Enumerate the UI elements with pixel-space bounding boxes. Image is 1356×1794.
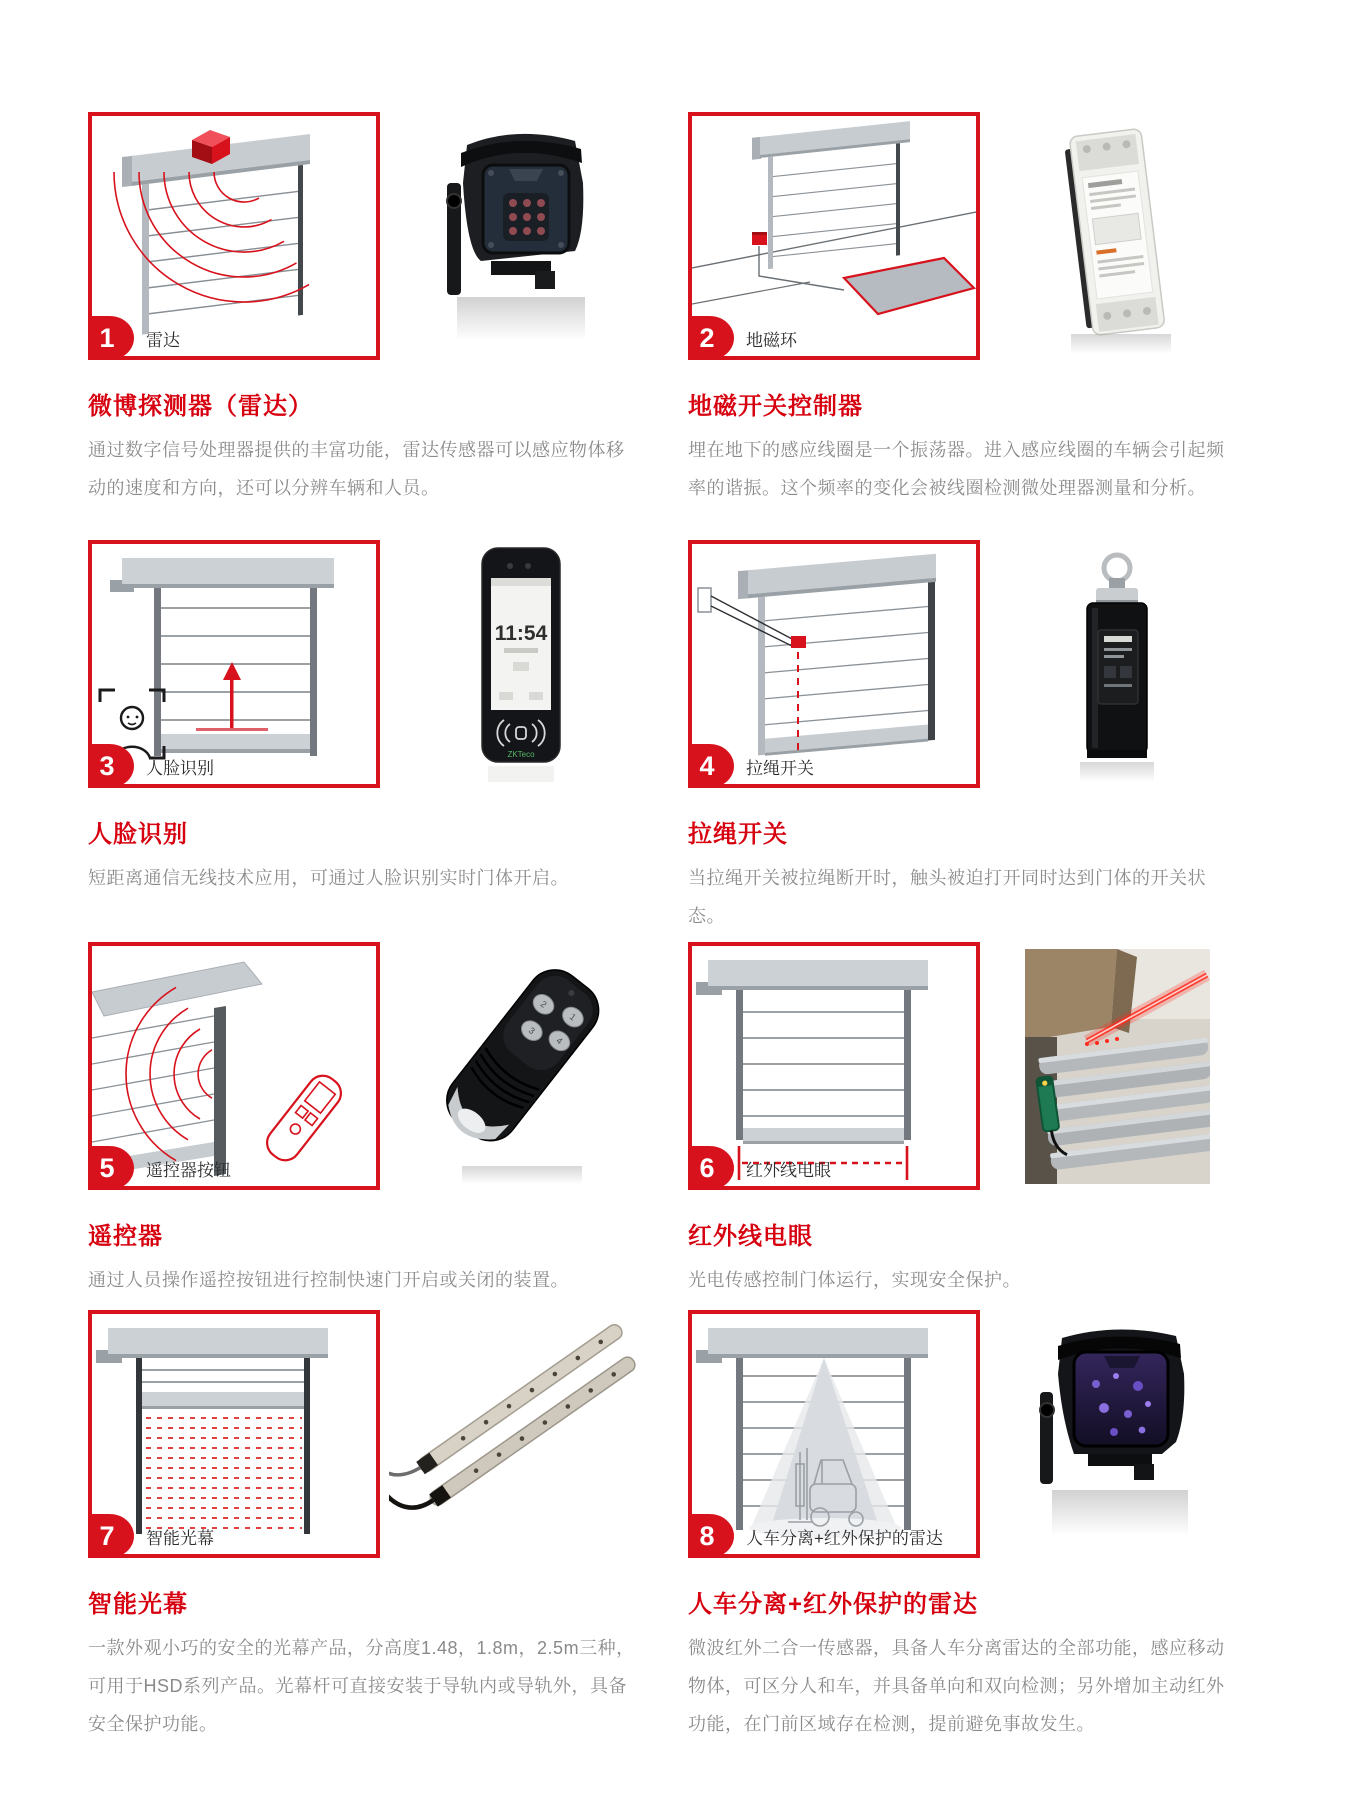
perspective-door: [122, 134, 310, 337]
front-door: [96, 1328, 328, 1534]
section-description: 埋在地下的感应线圈是一个振荡器。进入感应线圈的车辆会引起频率的谐振。这个频率的变化会被线圈检测微处理器测量和分析。: [688, 440, 1225, 498]
product-photo-face-terminal: [386, 540, 648, 788]
badge: [688, 316, 797, 360]
terminal-time: 11:54: [494, 621, 548, 645]
rope-switch-box-icon: [791, 636, 806, 648]
badge: [88, 1146, 231, 1190]
rope-bracket: [698, 588, 711, 612]
detection-cone: [750, 1358, 898, 1530]
section-description: 通过数字信号处理器提供的丰富功能，雷达传感器可以感应物体移动的速度和方向，还可以分辨车辆和人员。: [88, 440, 625, 498]
section-description: 当拉绳开关被拉绳断开时，触头被迫打开同时达到门体的开关状态。: [688, 868, 1206, 926]
schematic-box-pull-rope: [688, 540, 980, 788]
light-curtain-bars-photo: [389, 1310, 645, 1558]
svg-text:3: 3: [526, 1025, 537, 1037]
schematic-box-radar: [88, 112, 380, 360]
badge-label: 人脸识别: [146, 758, 214, 778]
section-face-recognition: [88, 540, 648, 897]
badge-label: 人车分离+红外保护的雷达: [746, 1528, 943, 1548]
badge-label: 地磁环: [746, 330, 797, 350]
relay-module-photo: [1047, 116, 1187, 356]
badge-label: 智能光幕: [146, 1528, 214, 1548]
radar-infrared-photo: [1012, 1322, 1222, 1547]
section-title: 人脸识别: [88, 821, 188, 848]
remote-waves-icon: [126, 987, 212, 1160]
door-slats: [92, 1016, 214, 1142]
section-description: 光电传感控制门体运行，实现安全保护。: [688, 1270, 1021, 1290]
badge: [688, 744, 814, 788]
face-terminal-photo: [452, 542, 582, 787]
svg-text:2: 2: [538, 998, 549, 1010]
section-description: 短距离通信无线技术应用，可通过人脸识别实时门体开启。: [88, 868, 569, 888]
figure-row: [688, 1310, 1248, 1558]
section-ground-loop: [688, 112, 1248, 507]
terminal-logo: ZKTeco: [507, 749, 535, 759]
section-light-curtain: [88, 1310, 648, 1743]
badge-label: 遥控器按钮: [146, 1160, 231, 1180]
radar-sensor-photo: [417, 121, 617, 351]
product-photo-radar: [386, 112, 648, 360]
badge-number: 1: [88, 316, 134, 360]
badge-number: 7: [88, 1514, 134, 1558]
pull-rope-icon: [711, 596, 794, 647]
section-description: 通过人员操作遥控按钮进行控制快速门开启或关闭的装置。: [88, 1270, 569, 1290]
perspective-door: [752, 121, 910, 271]
figure-row: [688, 540, 1248, 788]
badge-number: 4: [688, 744, 734, 788]
remote-control-photo: [422, 946, 612, 1186]
schematic-box-radar-infrared: [688, 1310, 980, 1558]
front-door: [110, 558, 334, 756]
schematic-box-loop: [688, 112, 980, 360]
section-photo-eye: [688, 942, 1248, 1299]
section-title: 智能光幕: [88, 1591, 188, 1618]
section-description: 微波红外二合一传感器，具备人车分离雷达的全部功能，感应移动物体，可区分人和车，并具备单向和双向检测；另外增加主动红外功能，在门前区域存在检测，提前避免事故发生。: [688, 1638, 1225, 1734]
badge: [688, 1514, 943, 1558]
badge-label: 雷达: [146, 330, 180, 350]
section-radar-infrared: [688, 1310, 1248, 1743]
schematic-box-light-curtain: [88, 1310, 380, 1558]
figure-row: [88, 540, 648, 788]
badge-label: 拉绳开关: [746, 758, 814, 778]
section-remote: [88, 942, 648, 1299]
figure-row: [688, 112, 1248, 360]
product-photo-relay: [986, 112, 1248, 360]
badge: [688, 1146, 831, 1190]
section-title: 拉绳开关: [688, 821, 788, 848]
schematic-box-remote: [88, 942, 380, 1190]
svg-text:1: 1: [567, 1011, 578, 1023]
product-photo-light-curtain: [386, 1310, 648, 1558]
product-photo-remote: [386, 942, 648, 1190]
badge: [88, 316, 180, 360]
badge-number: 2: [688, 316, 734, 360]
figure-row: [88, 112, 648, 360]
badge-number: 5: [88, 1146, 134, 1190]
figure-row: [88, 942, 648, 1190]
badge-number: 6: [688, 1146, 734, 1190]
perspective-door: [738, 554, 936, 758]
svg-text:4: 4: [554, 1035, 565, 1047]
section-title: 人车分离+红外保护的雷达: [688, 1591, 979, 1618]
section-title: 红外线电眼: [688, 1223, 813, 1250]
section-title: 遥控器: [88, 1223, 163, 1250]
section-pull-rope: [688, 540, 1248, 935]
remote-outline-icon: [261, 1070, 347, 1167]
product-photo-radar-infrared: [986, 1310, 1248, 1558]
product-photo-conveyor: [986, 942, 1248, 1190]
badge: [88, 1514, 214, 1558]
product-photo-limit-switch: [986, 540, 1248, 788]
induction-loop-mat: [844, 258, 974, 314]
badge-number: 3: [88, 744, 134, 788]
photo-eye-conveyor-photo: [1025, 949, 1210, 1184]
section-radar: [88, 112, 648, 507]
badge: [88, 744, 214, 788]
limit-switch-photo: [1052, 544, 1182, 784]
badge-label: 红外线电眼: [746, 1160, 831, 1180]
section-title: 地磁开关控制器: [688, 393, 863, 420]
schematic-box-photo-eye: [688, 942, 980, 1190]
figure-row: [688, 942, 1248, 1190]
schematic-box-face: [88, 540, 380, 788]
door-header: [92, 962, 262, 1016]
loop-sensor-box-icon: [752, 232, 767, 245]
front-door: [696, 960, 928, 1144]
section-description: 一款外观小巧的安全的光幕产品，分高度1.48，1.8m，2.5m三种，可用于HSD系列产品。光幕杆可直接安装于导轨内或导轨外，具备安全保护功能。: [88, 1638, 635, 1734]
light-curtain-dots: [146, 1418, 302, 1528]
section-title: 微博探测器（雷达）: [88, 393, 313, 420]
figure-row: [88, 1310, 648, 1558]
badge-number: 8: [688, 1514, 734, 1558]
curtain-bars: [389, 1310, 644, 1527]
